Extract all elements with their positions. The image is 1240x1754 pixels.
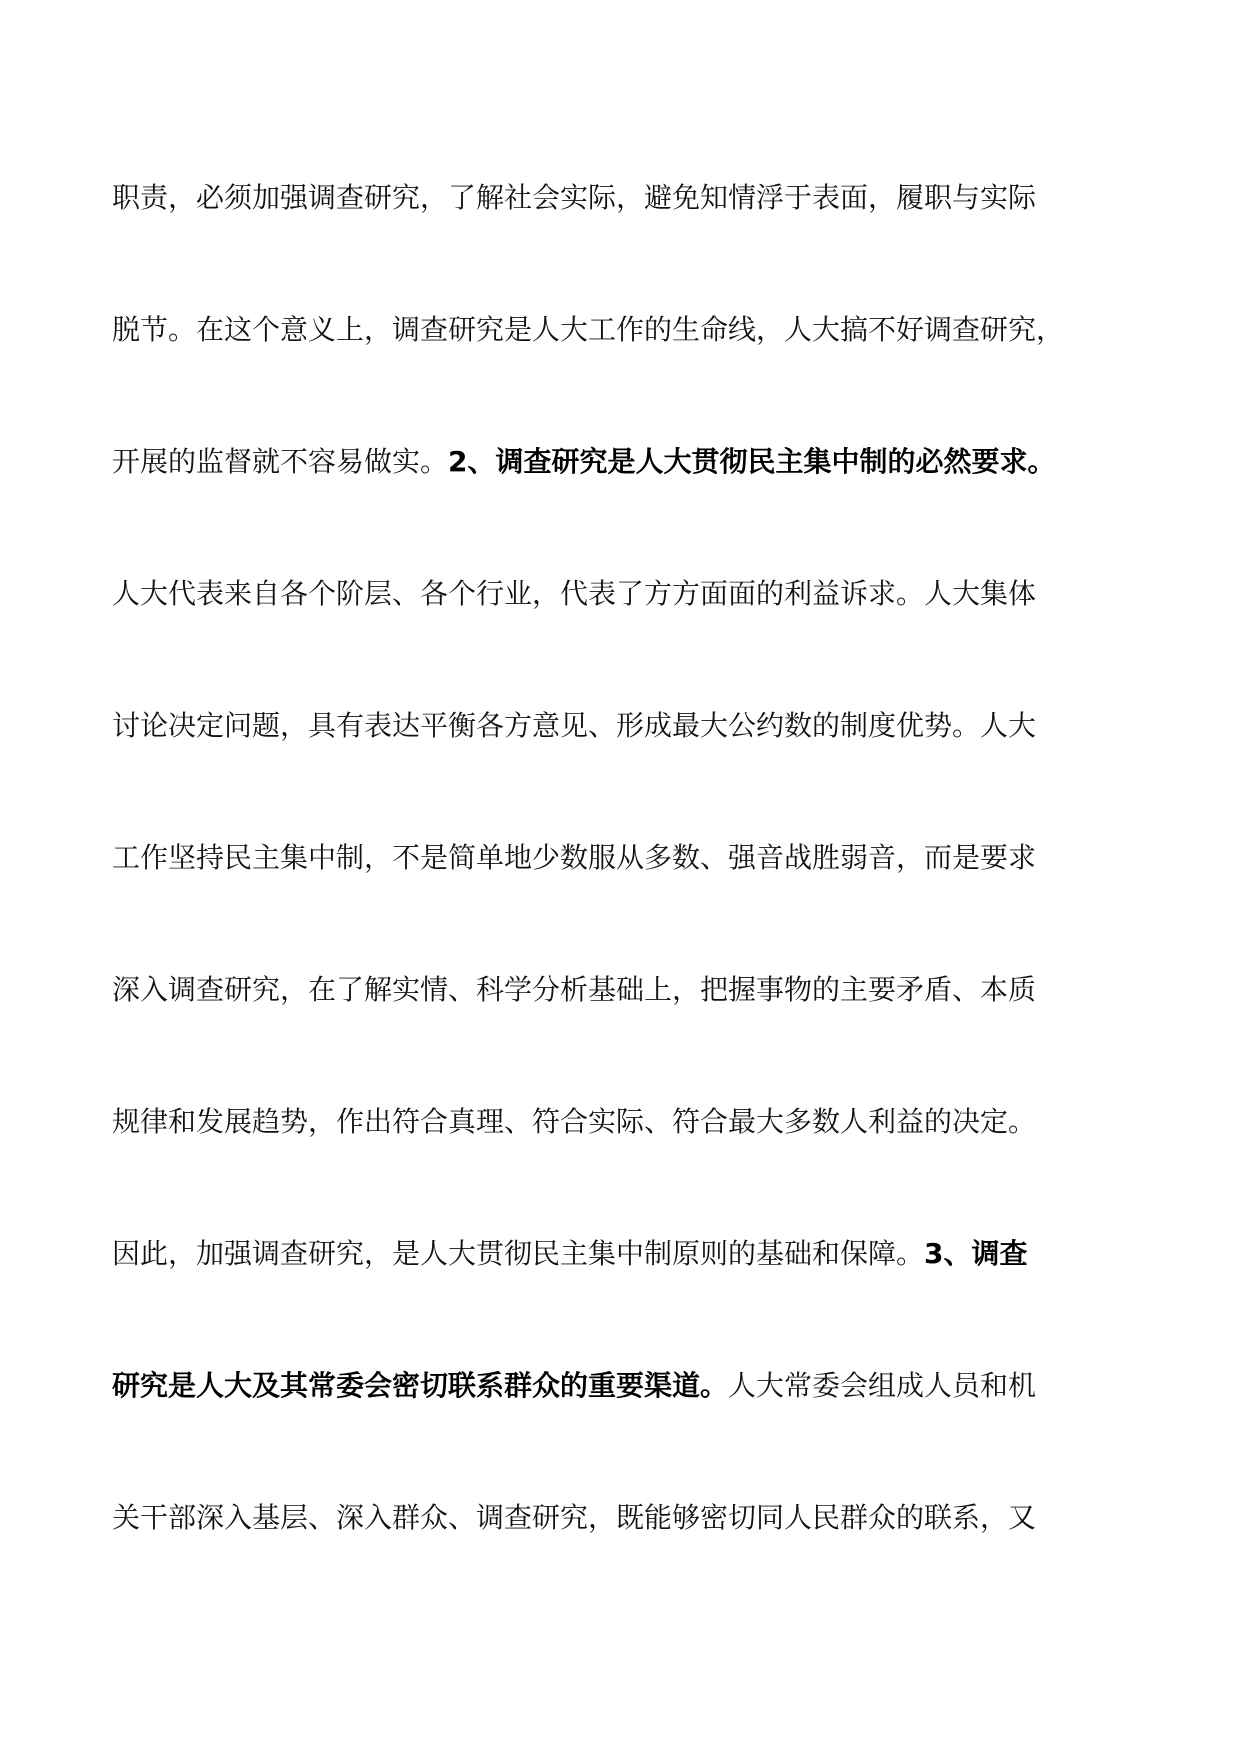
text-line <box>112 430 1152 562</box>
text-segment: 职责，必须加强调查研究，了解社会实际，避免知情浮于表面，履职与实际 <box>112 181 1037 214</box>
text-segment: 人大代表来自各个阶层、各个行业，代表了方方面面的利益诉求。人大集体 <box>112 577 1037 610</box>
bold-heading-segment: 2、调查研究是人大贯彻民主集中制的必然要求。 <box>448 445 1056 478</box>
bold-heading-segment: 研究是人大及其常委会密切联系群众的重要渠道。 <box>112 1369 729 1402</box>
text-segment: 工作坚持民主集中制，不是简单地少数服从多数、强音战胜弱音，而是要求 <box>112 841 1037 874</box>
text-segment: 规律和发展趋势，作出符合真理、符合实际、符合最大多数人利益的决定。 <box>112 1105 1037 1138</box>
text-segment: 人大常委会组成人员和机 <box>728 1369 1037 1402</box>
text-segment: 因此，加强调查研究，是人大贯彻民主集中制原则的基础和保障。 <box>112 1237 925 1270</box>
text-segment: 讨论决定问题，具有表达平衡各方意见、形成最大公约数的制度优势。人大 <box>112 709 1037 742</box>
text-segment: 关干部深入基层、深入群众、调查研究，既能够密切同人民群众的联系，又 <box>112 1501 1037 1534</box>
text-line <box>112 694 1152 826</box>
text-line <box>112 826 1152 958</box>
text-line <box>112 562 1152 694</box>
text-line <box>112 166 1152 298</box>
text-segment: 开展的监督就不容易做实。 <box>112 445 449 478</box>
text-line <box>112 958 1152 1090</box>
bold-heading-segment: 3、调查 <box>924 1237 1028 1270</box>
text-line <box>112 1090 1152 1222</box>
text-line <box>112 298 1152 430</box>
text-line <box>112 1354 1152 1486</box>
text-line <box>112 1486 1152 1618</box>
document-body <box>112 166 1152 1618</box>
text-line <box>112 1222 1152 1354</box>
text-segment: 脱节。在这个意义上，调查研究是人大工作的生命线，人大搞不好调查研究， <box>112 313 1065 346</box>
text-segment: 深入调查研究，在了解实情、科学分析基础上，把握事物的主要矛盾、本质 <box>112 973 1037 1006</box>
